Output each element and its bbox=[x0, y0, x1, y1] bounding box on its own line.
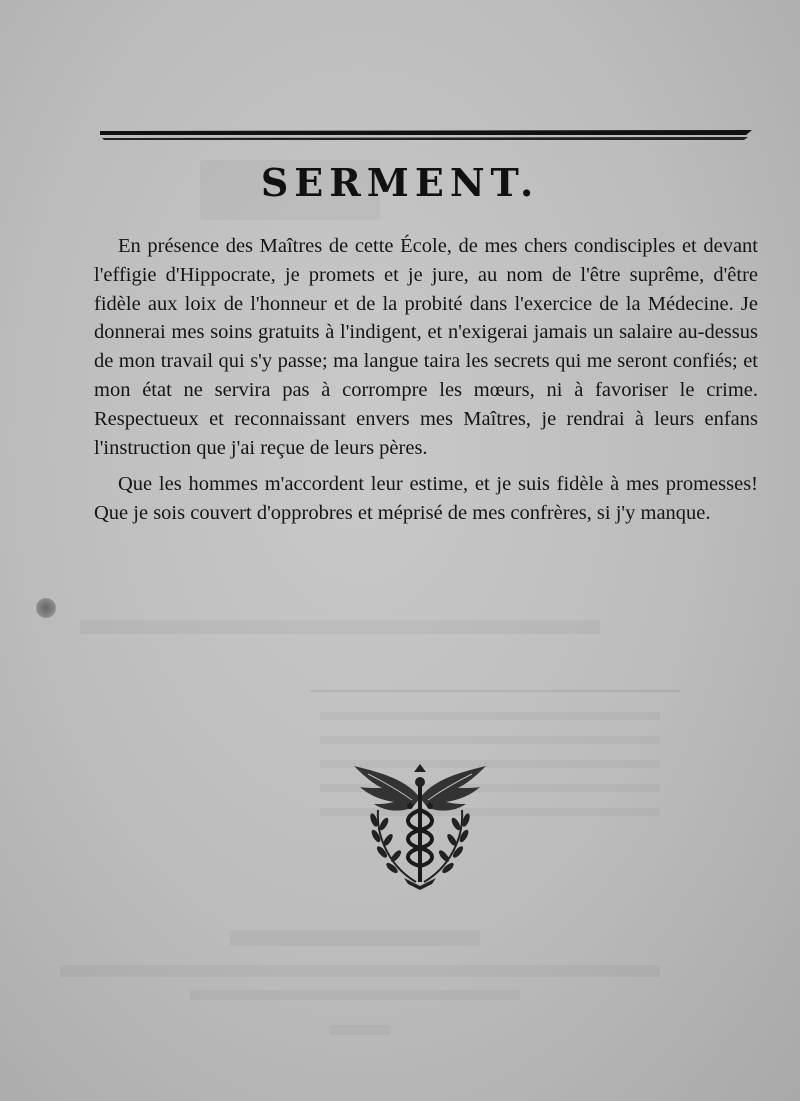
oath-text bbox=[94, 232, 758, 528]
ink-spot bbox=[36, 598, 56, 618]
caduceus-emblem-icon bbox=[348, 760, 492, 892]
header-rule bbox=[100, 128, 752, 144]
oath-paragraph: En présence des Maîtres de cette École, de mes chers condisciples et devant l'effigie d'Hippocrate, je promets et je jure, au nom de l'être suprême, d'être fidèle aux loix de l'honneur et de la probité dans l'exercice de la Médecine. Je donnerai mes soins gratuits à l'indigent, et n'exigerai jamais un salaire au-dessus de mon travail qui s'y passe; ma langue taira les secrets qui me seront confiés; et mon état ne servira pas à corrompre les mœurs, ni à favoriser le crime. Respectueux et reconnaissant envers mes Maîtres, je rendrai à leurs enfans l'instruction que j'ai reçue de leurs pères. bbox=[94, 235, 758, 459]
page-title: SERMENT. bbox=[260, 160, 540, 205]
oath-paragraph: Que les hommes m'accordent leur estime, et je suis fidèle à mes promesses! Que je sois couvert d'opprobres et méprisé de mes confrères, si j'y manque. bbox=[94, 473, 758, 525]
